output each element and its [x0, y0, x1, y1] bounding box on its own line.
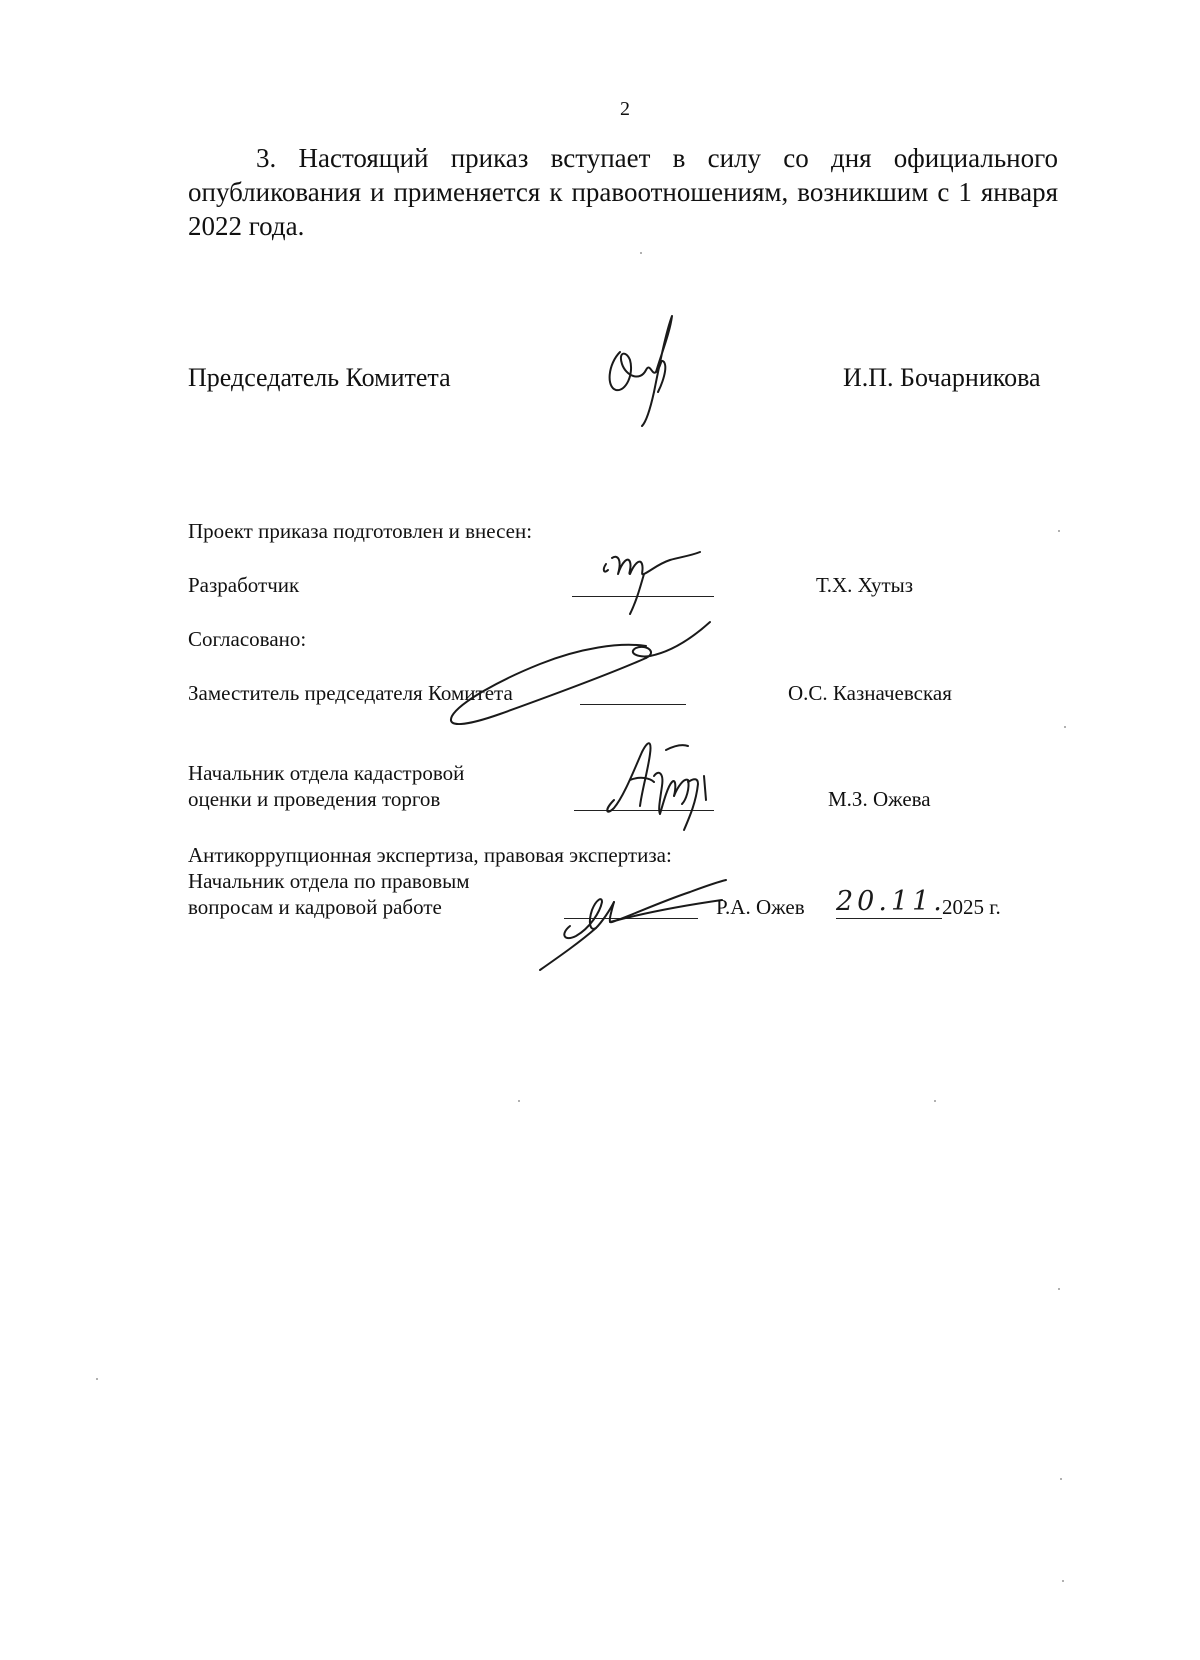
cadastral-role-line1: Начальник отдела кадастровой — [188, 761, 465, 785]
developer-signature — [600, 548, 710, 618]
scan-speck — [518, 1100, 520, 1102]
chairman-name: И.П. Бочарникова — [843, 363, 1041, 392]
deputy-name: О.С. Казначевская — [788, 681, 952, 705]
scan-speck — [1060, 1478, 1062, 1480]
expertise-name: Р.А. Ожев — [716, 895, 805, 919]
handwritten-date: 20.11. — [836, 886, 946, 917]
year-suffix: 2025 г. — [942, 895, 1001, 919]
date-line — [836, 918, 942, 919]
cadastral-signature — [594, 730, 724, 840]
expertise-role-line2: вопросам и кадровой работе — [188, 895, 442, 919]
scan-speck — [934, 1100, 936, 1102]
paragraph-line-1: 3. Настоящий приказ вступает в силу со дня официального — [256, 143, 1058, 173]
cadastral-name: М.З. Ожева — [828, 787, 931, 811]
chairman-title: Председатель Комитета — [188, 363, 451, 392]
page-number: 2 — [620, 98, 630, 120]
order-paragraph — [188, 141, 1058, 243]
agreed-label: Согласовано: — [188, 627, 307, 651]
paragraph-line-3: 2022 года. — [188, 211, 305, 241]
scan-speck — [1058, 1288, 1060, 1290]
expertise-role-line1: Начальник отдела по правовым — [188, 869, 470, 893]
project-note: Проект приказа подготовлен и внесен: — [188, 519, 533, 543]
scan-speck — [1058, 530, 1060, 532]
scan-speck — [1062, 1580, 1064, 1582]
scan-speck — [1064, 726, 1066, 728]
developer-name: Т.Х. Хутыз — [816, 573, 914, 597]
deputy-role: Заместитель председателя Комитета — [188, 681, 513, 705]
expertise-label: Антикоррупционная экспертиза, правовая экспертиза: — [188, 843, 672, 867]
deputy-signature — [440, 618, 720, 738]
chairman-signature — [600, 312, 690, 432]
paragraph-line-2: опубликования и применяется к правоотношениям, возникшим с 1 января — [188, 177, 1058, 207]
scan-speck — [96, 1378, 98, 1380]
scan-speck — [640, 252, 642, 254]
developer-role: Разработчик — [188, 573, 300, 597]
cadastral-role-line2: оценки и проведения торгов — [188, 787, 441, 811]
expertise-signature — [530, 872, 730, 972]
